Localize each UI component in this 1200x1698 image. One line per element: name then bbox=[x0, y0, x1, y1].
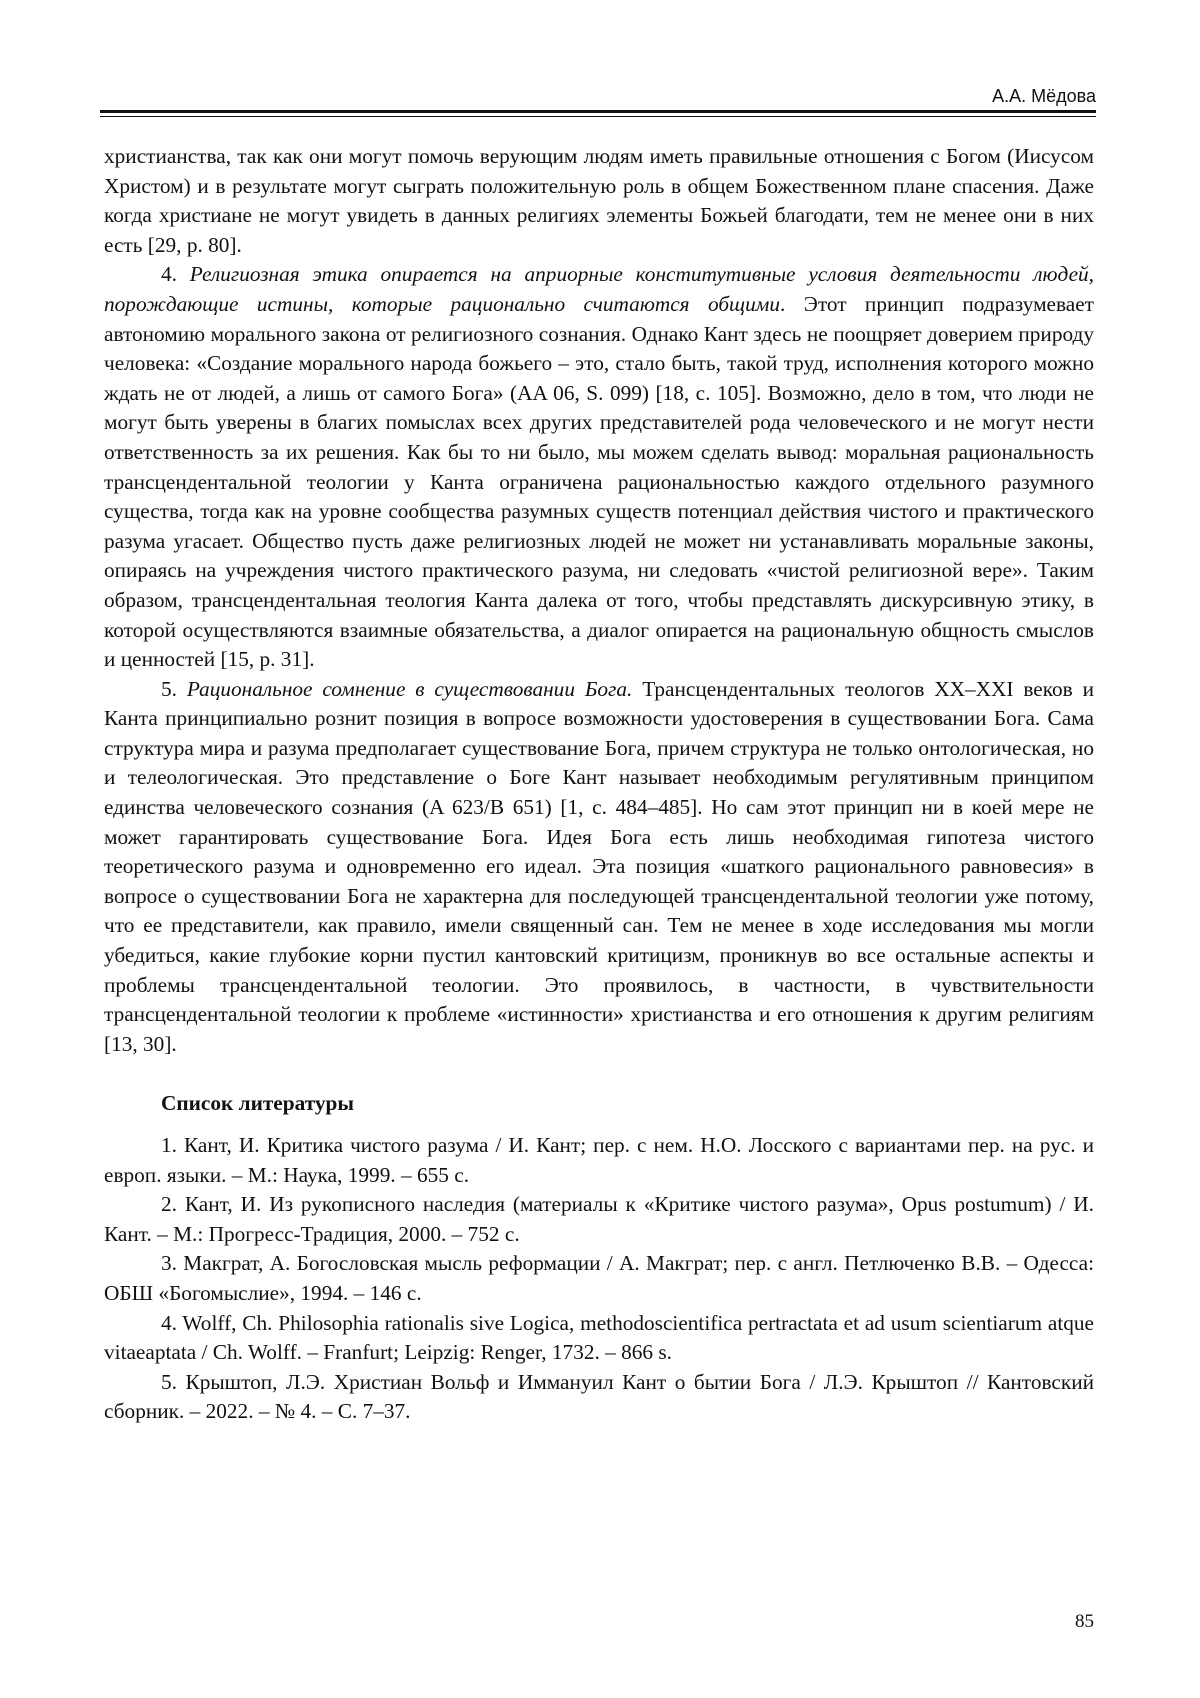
header-rule-thick bbox=[100, 110, 1096, 113]
reference-item: 5. Крыштоп, Л.Э. Христиан Вольф и Иммануил Кант о бытии Бога / Л.Э. Крыштоп // Кантовский сборник. – 2022. – № 4. – С. 7–37. bbox=[104, 1369, 1094, 1424]
point-number: 4. bbox=[161, 262, 190, 287]
page-number: 85 bbox=[1075, 1611, 1094, 1632]
point-text: . Этот принцип подразумевает автономию морального закона от религиозного сознания. Однако Кант здесь не поощряет доверием природу человека: «Создание морального народа божьего – это, стало быть, такой труд, исполнения которого можно ждать не от людей, а лишь от самого Бога» (AA 06, S. 099) [18, с. 105]. Возможно, дело в том, что люди не могут быть уверены в благих помыслах всех других представителей рода человеческого и не могут нести ответственность за их решения. Как бы то ни было, мы можем сделать вывод: моральная рациональность трансцендентальной теологии у Канта ограничена рациональностью каждого отдельного разумного существа, тогда как на уровне сообщества разумных существ потенциал действия чистого и практического разума угасает. Общество пусть даже религиозных людей не может ни устанавливать моральные законы, опираясь на учреждения чистого практического разума, ни следовать «чистой религиозной вере». Таким образом, трансцендентальная теология Канта далека от того, чтобы представлять дискурсивную этику, в которой осуществляются взаимные обязательства, а диалог опирается на рациональную общность смыслов и ценностей [15, p. 31]. bbox=[104, 291, 1094, 672]
reference-item: 4. Wolff, Ch. Philosophia rationalis sive Logica, methodoscientifica pertractata et ad usum scientiarum atque vitaeaptata / Ch. Wolff. – Franfurt; Leipzig: Renger, 1732. – 866 s. bbox=[104, 1310, 1094, 1365]
article-body bbox=[104, 142, 1094, 1427]
reference-item: 3. Макграт, А. Богословская мысль реформации / А. Макграт; пер. с англ. Петлюченко В.В. – Одесса: ОБШ «Богомыслие», 1994. – 146 с. bbox=[104, 1251, 1094, 1305]
paragraph-point-4 bbox=[104, 260, 1094, 674]
point-heading-italic: Религиозная этика опирается на априорные конститутивные условия деятельности людей, порождающие истины, которые рационально считаются общими bbox=[104, 262, 1094, 316]
point-heading-italic: Рациональное сомнение в существовании Бога. bbox=[186, 676, 633, 701]
reference-item: 2. Кант, И. Из рукописного наследия (материалы к «Критике чистого разума», Opus postumum) / И. Кант. – М.: Прогресс-Традиция, 2000. – 752 с. bbox=[104, 1192, 1094, 1246]
reference-item: 1. Кант, И. Критика чистого разума / И. Кант; пер. с нем. Н.О. Лосского с вариантами пер. на рус. и европ. языки. – М.: Наука, 1999. – 655 с. bbox=[104, 1133, 1094, 1187]
point-number: 5. bbox=[161, 676, 187, 701]
running-head-author: А.А. Мёдова bbox=[992, 86, 1096, 106]
header-rule-thin bbox=[100, 116, 1096, 117]
paragraph-continuation: христианства, так как они могут помочь верующим людям иметь правильные отношения с Богом (Иисусом Христом) и в результате могут сыграть положительную роль в общем Божественном плане спасения. Даже когда христиане не могут увидеть в данных религиях элементы Божьей благодати, тем не менее они в них есть [29, p. 80]. bbox=[104, 144, 1094, 257]
paragraph-point-5 bbox=[104, 675, 1094, 1060]
references-title: Список литературы bbox=[161, 1091, 354, 1116]
references-list bbox=[104, 1131, 1094, 1427]
point-text: Трансцендентальных теологов XX–XXI веков и Канта принципиально рознит позиция в вопросе возможности удостоверения в существовании Бога. Сама структура мира и разума предполагает существование Бога, причем структура не только онтологическая, но и телеологическая. Это представление о Боге Кант называет необходимым регулятивным принципом единства человеческого сознания (A 623/B 651) [1, с. 484–485]. Но сам этот принцип ни в коей мере не может гарантировать существование Бога. Идея Бога есть лишь необходимая гипотеза чистого теоретического разума и одновременно его идеал. Эта позиция «шаткого рационального равновесия» в вопросе о существовании Бога не характерна для последующей трансцендентальной теологии уже потому, что ее представители, как правило, имели священный сан. Тем не менее в ходе исследования мы могли убедиться, какие глубокие корни пустил кантовский критицизм, проникнув во все остальные аспекты и проблемы трансцендентальной теологии. Это проявилось, в частности, в чувствительности трансцендентальной теологии к проблеме «истинности» христианства и его отношения к другим религиям [13, 30]. bbox=[104, 676, 1094, 1056]
